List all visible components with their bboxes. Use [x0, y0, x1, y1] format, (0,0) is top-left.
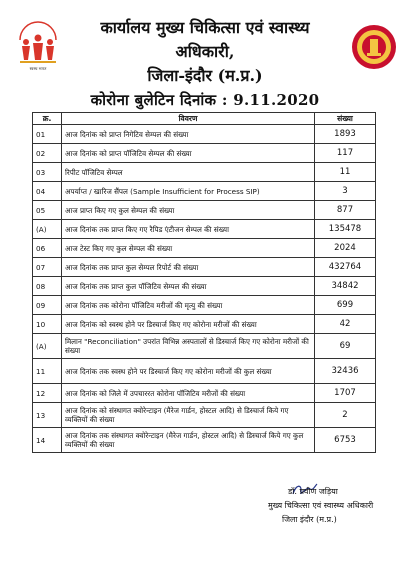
row-serial: (A) [33, 220, 62, 239]
row-serial: (A) [33, 334, 62, 359]
signatory-designation: मुख्य चिकित्सा एवं स्वास्थ्य अधिकारी [268, 501, 374, 510]
table-row [33, 384, 376, 403]
office-title: कार्यालय मुख्य चिकित्सा एवं स्वास्थ्य अधिकारी, [100, 18, 310, 61]
row-count: 117 [315, 144, 376, 163]
row-count: 2024 [315, 239, 376, 258]
table-row [33, 258, 376, 277]
table-row [33, 296, 376, 315]
mp-govt-seal-icon [350, 22, 398, 72]
svg-text:स्वस्थ भारत: स्वस्थ भारत [29, 66, 47, 71]
signatory-name: डॉ. प्रवीण जड़िया [288, 487, 338, 496]
table-row [33, 403, 376, 428]
table-row [33, 201, 376, 220]
table-row [33, 125, 376, 144]
row-serial: 01 [33, 125, 62, 144]
col-sr-header: क्र. [33, 113, 62, 125]
row-description: आज प्राप्त किए गए कुल सेम्पल की संख्या [62, 201, 315, 220]
row-serial: 10 [33, 315, 62, 334]
row-description: आज दिनांक को प्राप्त पॉजिटिव सेम्पल की संख्या [62, 144, 315, 163]
row-serial: 06 [33, 239, 62, 258]
row-count: 34842 [315, 277, 376, 296]
row-count: 42 [315, 315, 376, 334]
row-count: 69 [315, 334, 376, 359]
table-row [33, 315, 376, 334]
row-count: 32436 [315, 359, 376, 384]
row-description: आज दिनांक तक स्वस्थ होने पर डिस्चार्ज किए गए कोरोना मरीजों की कुल संख्या [62, 359, 315, 384]
row-count: 2 [315, 403, 376, 428]
row-count: 432764 [315, 258, 376, 277]
row-serial: 14 [33, 428, 62, 453]
header [0, 14, 410, 109]
row-count: 6753 [315, 428, 376, 453]
row-count: 135478 [315, 220, 376, 239]
row-count: 1893 [315, 125, 376, 144]
table-row [33, 277, 376, 296]
row-description: आज दिनांक को स्वस्थ होने पर डिस्चार्ज किए गए कोरोना मरीजों की संख्या [62, 315, 315, 334]
row-count: 699 [315, 296, 376, 315]
row-count: 877 [315, 201, 376, 220]
row-description: आज दिनांक तक प्राप्त कुल पॉजिटिव सेम्पल की संख्या [62, 277, 315, 296]
col-desc-header: विवरण [62, 113, 315, 125]
row-count: 3 [315, 182, 376, 201]
row-description: आज दिनांक को प्राप्त निगेटिव सेम्पल की संख्या [62, 125, 315, 144]
table-row [33, 239, 376, 258]
row-description: आज दिनांक तक कोरोना पॉजिटिव मरीजों की मृत्यु की संख्या [62, 296, 315, 315]
title-block [70, 16, 340, 112]
row-count: 1707 [315, 384, 376, 403]
nhm-logo-icon [12, 20, 64, 80]
table-row [33, 144, 376, 163]
row-description: आज टेस्ट किए गए कुल सेम्पल की संख्या [62, 239, 315, 258]
district-title: जिला-इंदौर (म.प्र.) [147, 66, 263, 85]
row-serial: 07 [33, 258, 62, 277]
bulletin-date-title: कोरोना बुलेटिन दिनांक : 9.11.2020 [90, 91, 320, 109]
table-body [33, 125, 376, 453]
row-serial: 08 [33, 277, 62, 296]
row-serial: 09 [33, 296, 62, 315]
table-row [33, 334, 376, 359]
row-description: आज दिनांक को जिले में उपचाररत कोरोना पॉजिटिव मरीजों की संख्या [62, 384, 315, 403]
signatory-district: जिला इंदौर (म.प्र.) [282, 515, 337, 524]
row-serial: 13 [33, 403, 62, 428]
row-description: आज दिनांक तक प्राप्त कुल सेम्पल रिपोर्ट की संख्या [62, 258, 315, 277]
row-serial: 02 [33, 144, 62, 163]
row-description: आज दिनांक तक प्राप्त किए गए रैपिड एंटीजन सेम्पल की संख्या [62, 220, 315, 239]
table-row [33, 182, 376, 201]
table-row [33, 163, 376, 182]
row-serial: 04 [33, 182, 62, 201]
row-serial: 03 [33, 163, 62, 182]
row-description: आज दिनांक को संस्थागत क्वोरेन्टाइन (मैरेज गार्डन, होस्टल आदि) से डिस्चार्ज किये गए व्यक्तियों की संख्या [62, 403, 315, 428]
signature-block [268, 485, 398, 527]
row-serial: 11 [33, 359, 62, 384]
row-count: 11 [315, 163, 376, 182]
col-count-header: संख्या [315, 113, 376, 125]
row-description: आज दिनांक तक संस्थागत क्वोरेन्टाइन (मैरेज गार्डन, होस्टल आदि) से डिस्चार्ज किये गए कुल व्यक्तियों की संख्या [62, 428, 315, 453]
table-row [33, 220, 376, 239]
table-row [33, 359, 376, 384]
row-serial: 12 [33, 384, 62, 403]
row-description: अपर्याप्त / खारिज सैंपल (Sample Insufficient for Process SIP) [62, 182, 315, 201]
table-row [33, 428, 376, 453]
bulletin-table [32, 112, 376, 453]
row-serial: 05 [33, 201, 62, 220]
row-description: रिपीट पॉजिटिव सेम्पल [62, 163, 315, 182]
row-description: मिलान "Reconciliation" उपरांत विभिन्न अस्पतालों से डिस्चार्ज किए गए कोरोना मरीजों की संख्या [62, 334, 315, 359]
